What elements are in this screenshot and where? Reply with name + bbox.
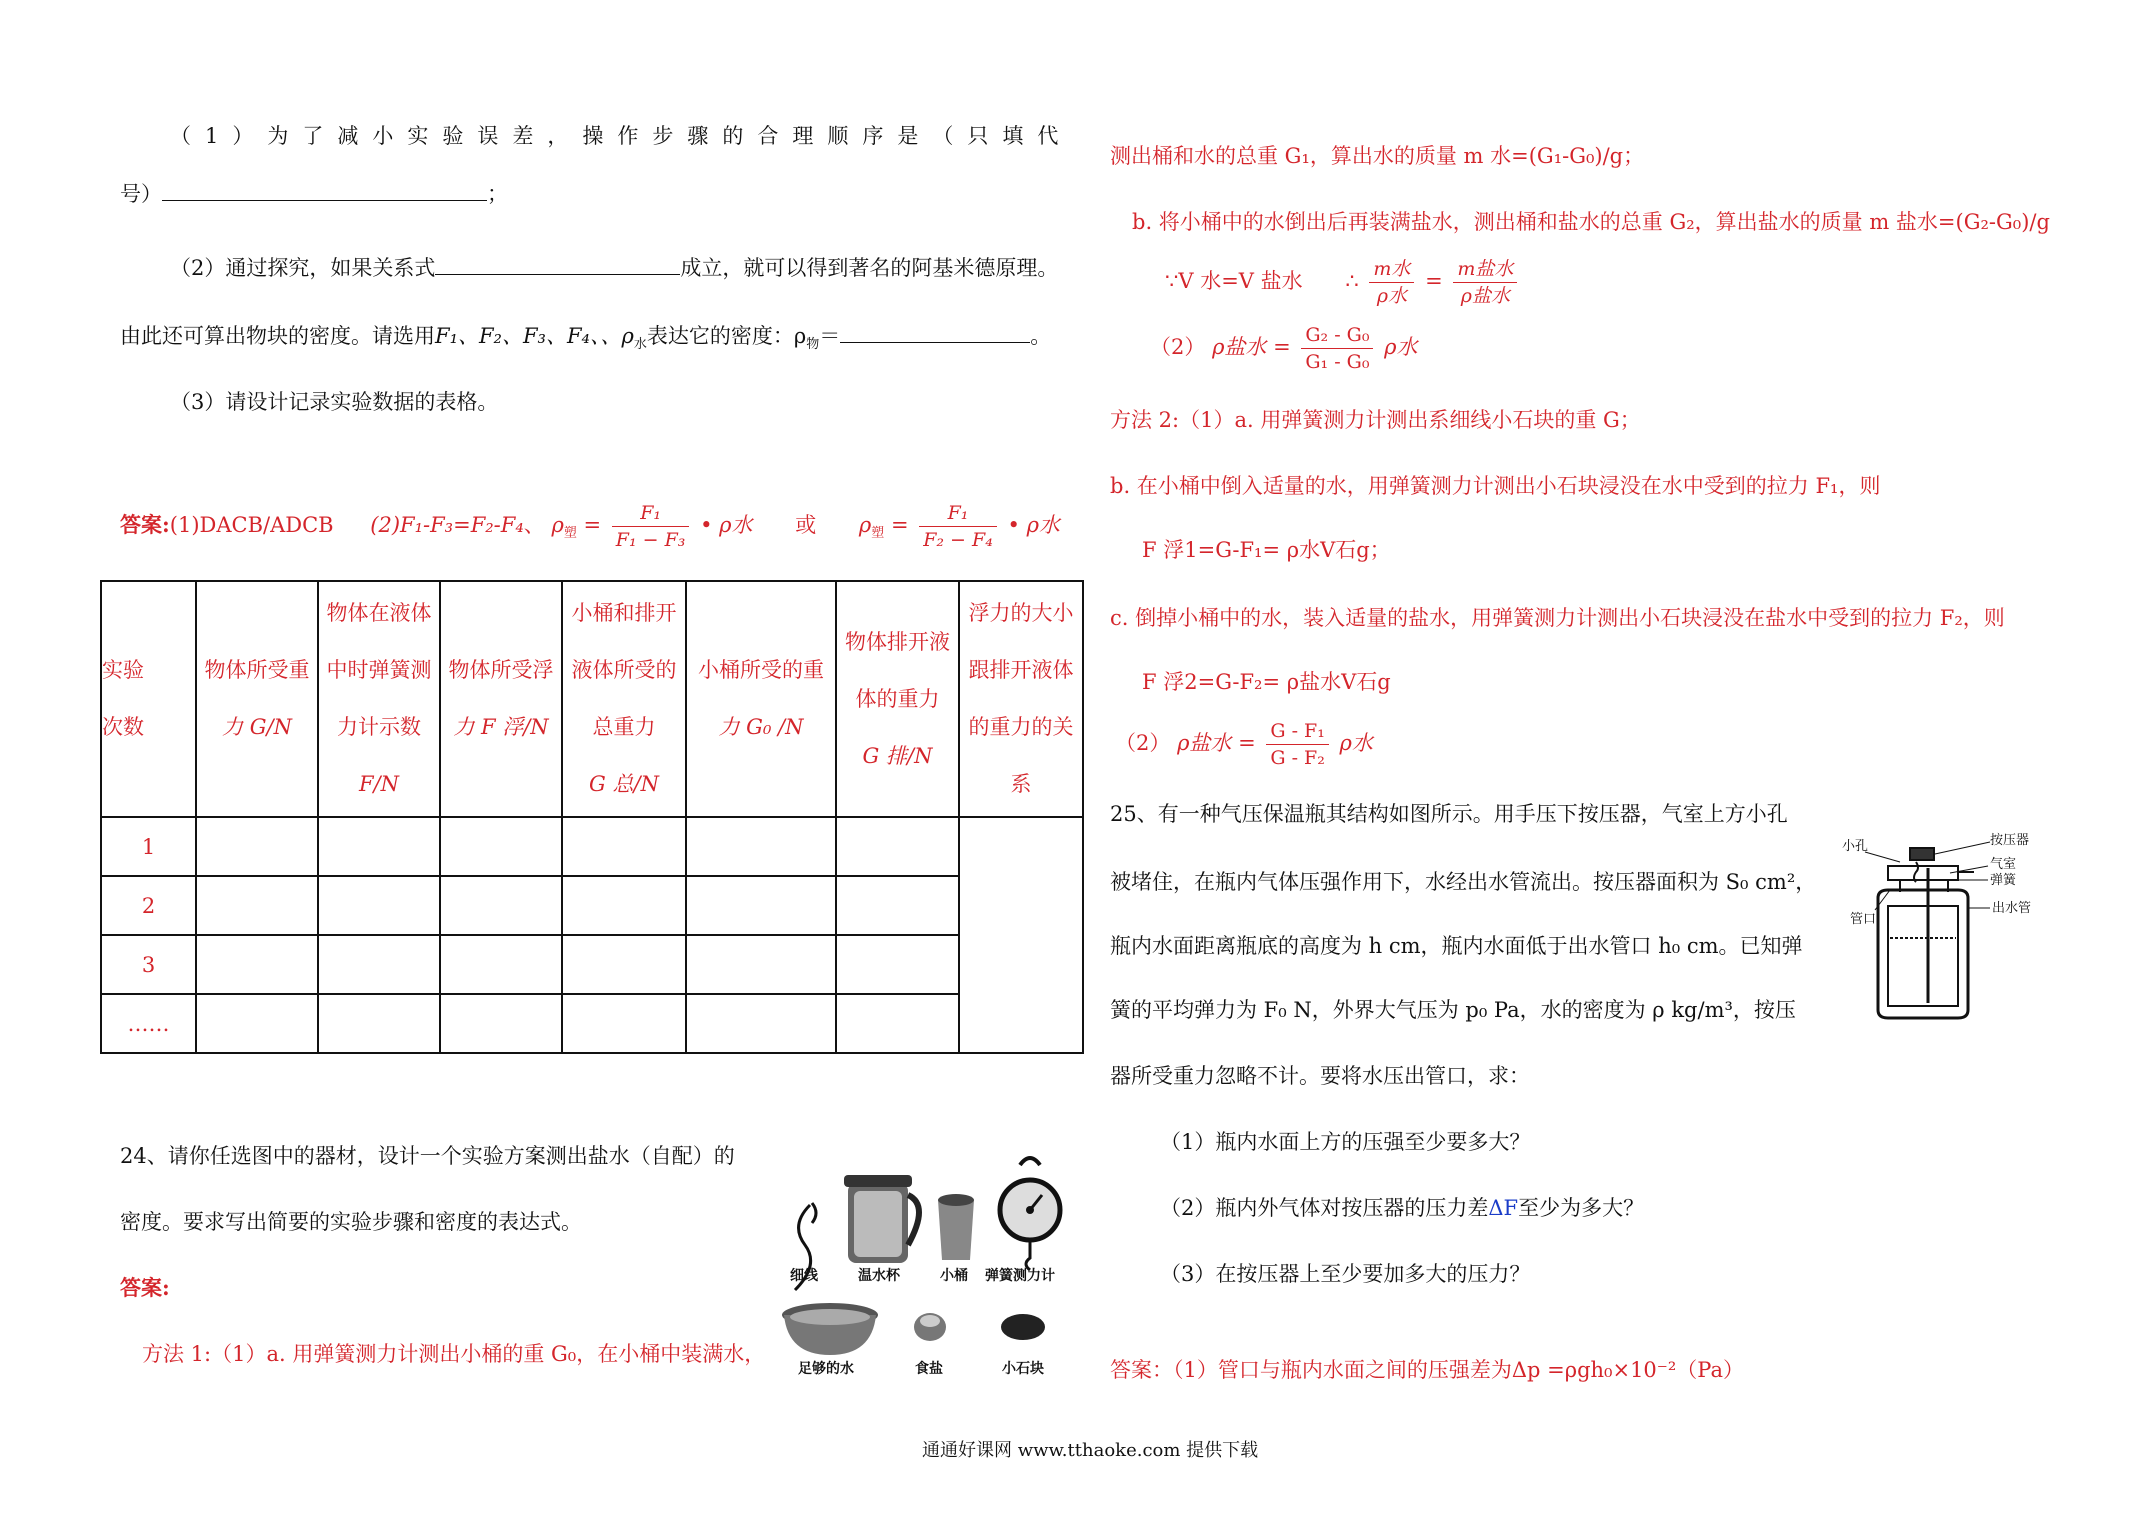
label-small-hole: 小孔 xyxy=(1842,839,1869,854)
method1-line2: 测出桶和水的总重 G₁，算出水的质量 m 水=(G₁-G₀)/g； xyxy=(1110,144,1645,168)
q23-part3: （3）请设计记录实验数据的表格。 xyxy=(170,390,499,414)
spring-scale-icon xyxy=(1000,1158,1060,1270)
q23-part2-line2: 由此还可算出物块的密度。请选用F₁、F₂、F₃、F₄、、$\rho_水$表达它的密度：$\rho_物=$ 。 xyxy=(120,324,1052,353)
data-table xyxy=(100,580,1084,1054)
press-button-icon xyxy=(1910,848,1934,860)
header-buoyancy: 物体所受浮 力 F 浮/N xyxy=(440,581,562,817)
table-row: 1 xyxy=(101,817,1083,876)
q25-line4: 簧的平均弹力为 F₀ N，外界大气压为 p₀ Pa，水的密度为 ρ kg/m³，按压 xyxy=(1110,998,1796,1022)
salt-icon xyxy=(914,1313,946,1341)
method1-step-b: b. 将小桶中的水倒出后再装满盐水，测出桶和盐水的总重 G₂，算出盐水的质量 m 盐水=(G₂-G₀)/g xyxy=(1132,210,2050,234)
method1-fraction: $\frac{\text{G₂ - G₀}}{\text{G₁ - G₀}}$ xyxy=(1301,322,1373,375)
thermos-diagram xyxy=(1840,828,2040,1028)
method1-line1: 方法 1:（1）a. 用弹簧测力计测出小桶的重 G₀，在小桶中装满水， xyxy=(142,1342,766,1366)
q25-answer: 答案：（1）管口与瓶内水面之间的压强差为Δp =ρgh₀×10⁻²（Pa） xyxy=(1110,1358,1744,1382)
equip-label-string: 细线 xyxy=(790,1268,818,1284)
method2-step-c-eq: F 浮2=G-F₂= ρ盐水V石g xyxy=(1142,670,1391,694)
table-header-row xyxy=(101,581,1083,817)
header-trial: 实验 次数 xyxy=(101,581,196,817)
q24-answer-label: 答案: xyxy=(120,1275,170,1300)
kettle-icon xyxy=(844,1175,919,1263)
label-air-chamber: 气室 xyxy=(1990,857,2017,872)
method1-ratio: ∵V 水=V 盐水 ∴ $\frac{\text{m水}}{\text{ρ水}}$ = $\frac{\text{m盐水}}{\text{ρ盐水}}$ xyxy=(1165,256,1521,309)
q25-line5: 器所受重力忽略不计。要将水压出管口，求： xyxy=(1110,1064,1530,1088)
bottle-outline xyxy=(1878,890,1968,1018)
equip-label-scale: 弹簧测力计 xyxy=(985,1268,1055,1284)
equip-label-bucket: 小桶 xyxy=(940,1268,968,1284)
equip-label-kettle: 温水杯 xyxy=(858,1268,900,1284)
label-press: 按压器 xyxy=(1990,833,2030,848)
q25-line3: 瓶内水面距离瓶底的高度为 h cm，瓶内水面低于出水管口 h₀ cm。已知弹 xyxy=(1110,934,1803,958)
header-displaced-weight: 物体排开液 体的重力 G 排/N xyxy=(836,581,959,817)
method2-result: （2） ρ盐水 = $\frac{\text{G - F₁}}{\text{G - F₂}}$ ρ水 xyxy=(1115,720,1373,769)
equip-label-water: 足够的水 xyxy=(798,1361,854,1377)
table-row: 2 xyxy=(101,876,1083,935)
q24-line1: 24、请你任选图中的器材，设计一个实验方案测出盐水（自配）的 xyxy=(120,1144,735,1168)
density-fraction-1: $\frac{\text{F₁}}{\text{F₁ − F₃}}$ xyxy=(612,500,690,553)
bucket-icon xyxy=(938,1194,974,1260)
header-spring-reading: 物体在液体 中时弹簧测 力计示数 F/N xyxy=(318,581,440,817)
answer-blank xyxy=(162,180,487,201)
table-row: …… xyxy=(101,994,1083,1053)
q25-sub2: （2）瓶内外气体对按压器的压力差ΔF至少为多大？ xyxy=(1160,1196,1645,1220)
table-row: 3 xyxy=(101,935,1083,994)
answer-blank xyxy=(840,322,1030,343)
method1-result: （2） ρ盐水 = $\frac{\text{G₂ - G₀}}{\text{G₁ - G₀}}$ ρ水 xyxy=(1150,324,1418,373)
method2-step-c: c. 倒掉小桶中的水，装入适量的盐水，用弹簧测力计测出小石块浸没在盐水中受到的拉力 F₂，则 xyxy=(1110,606,2005,630)
water-basin-icon xyxy=(782,1303,878,1355)
q25-sub1: （1）瓶内水面上方的压强至少要多大？ xyxy=(1160,1130,1531,1154)
q25-line2: 被堵住，在瓶内气体压强作用下，水经出水管流出。按压器面积为 S₀ cm²， xyxy=(1110,870,1817,894)
method2-step-a: 方法 2:（1）a. 用弹簧测力计测出系细线小石块的重 G； xyxy=(1110,408,1641,432)
q23-part1-line2: 号） ； xyxy=(120,182,508,206)
label-nozzle: 管口 xyxy=(1850,912,1877,927)
q23-part1-line1: （1）为了减小实验误差，操作步骤的合理顺序是（只填代 xyxy=(170,124,1073,148)
label-spring: 弹簧 xyxy=(1990,873,2017,888)
equip-label-salt: 食盐 xyxy=(915,1361,943,1377)
ratio-fraction-right: $\frac{\text{m盐水}}{\text{ρ盐水}}$ xyxy=(1453,256,1517,309)
answer-blank xyxy=(435,254,680,275)
density-fraction-2: $\frac{\text{F₁}}{\text{F₂ − F₄}}$ xyxy=(919,500,997,553)
header-total-weight: 小桶和排开 液体所受的 总重力 G 总/N xyxy=(562,581,686,817)
q23-answer: 答案:(1)DACB/ADCB (2)F₁-F₃=F₂-F₄、 $\rho_塑$ = $\frac{\text{F₁}}{\text{F₁ − F₃}}$ • ρ水 或 $\rho_塑$ = $\frac{\text{F₁}}{\text{F₂ − F₄}}$ • ρ水 xyxy=(120,502,1060,551)
ratio-fraction-left: $\frac{\text{m水}}{\text{ρ水}}$ xyxy=(1369,256,1414,309)
label-outlet: 出水管 xyxy=(1992,901,2032,916)
equipment-figure xyxy=(780,1155,1080,1380)
q25-line1: 25、有一种气压保温瓶其结构如图所示。用手压下按压器，气室上方小孔 xyxy=(1110,802,1788,826)
header-bucket-weight: 小桶所受的重 力 G₀ /N xyxy=(686,581,836,817)
method2-fraction: $\frac{\text{G - F₁}}{\text{G - F₂}}$ xyxy=(1266,718,1328,771)
header-weight: 物体所受重 力 G/N xyxy=(196,581,318,817)
method2-step-b: b. 在小桶中倒入适量的水，用弹簧测力计测出小石块浸没在水中受到的拉力 F₁，则 xyxy=(1110,474,1881,498)
q23-part2-line1: （2）通过探究，如果关系式 成立，就可以得到著名的阿基米德原理。 xyxy=(170,256,1059,280)
stone-icon xyxy=(1001,1314,1045,1340)
method2-step-b-eq: F 浮1=G-F₁= ρ水V石g； xyxy=(1142,538,1391,562)
q24-line2: 密度。要求写出简要的实验步骤和密度的表达式。 xyxy=(120,1210,582,1234)
footer: 通通好课网 www.tthaoke.com 提供下载 xyxy=(922,1440,1259,1461)
q25-sub3: （3）在按压器上至少要加多大的压力？ xyxy=(1160,1262,1531,1286)
equip-label-stone: 小石块 xyxy=(1002,1361,1044,1377)
header-relation: 浮力的大小 跟排开液体 的重力的关 系 xyxy=(959,581,1083,817)
